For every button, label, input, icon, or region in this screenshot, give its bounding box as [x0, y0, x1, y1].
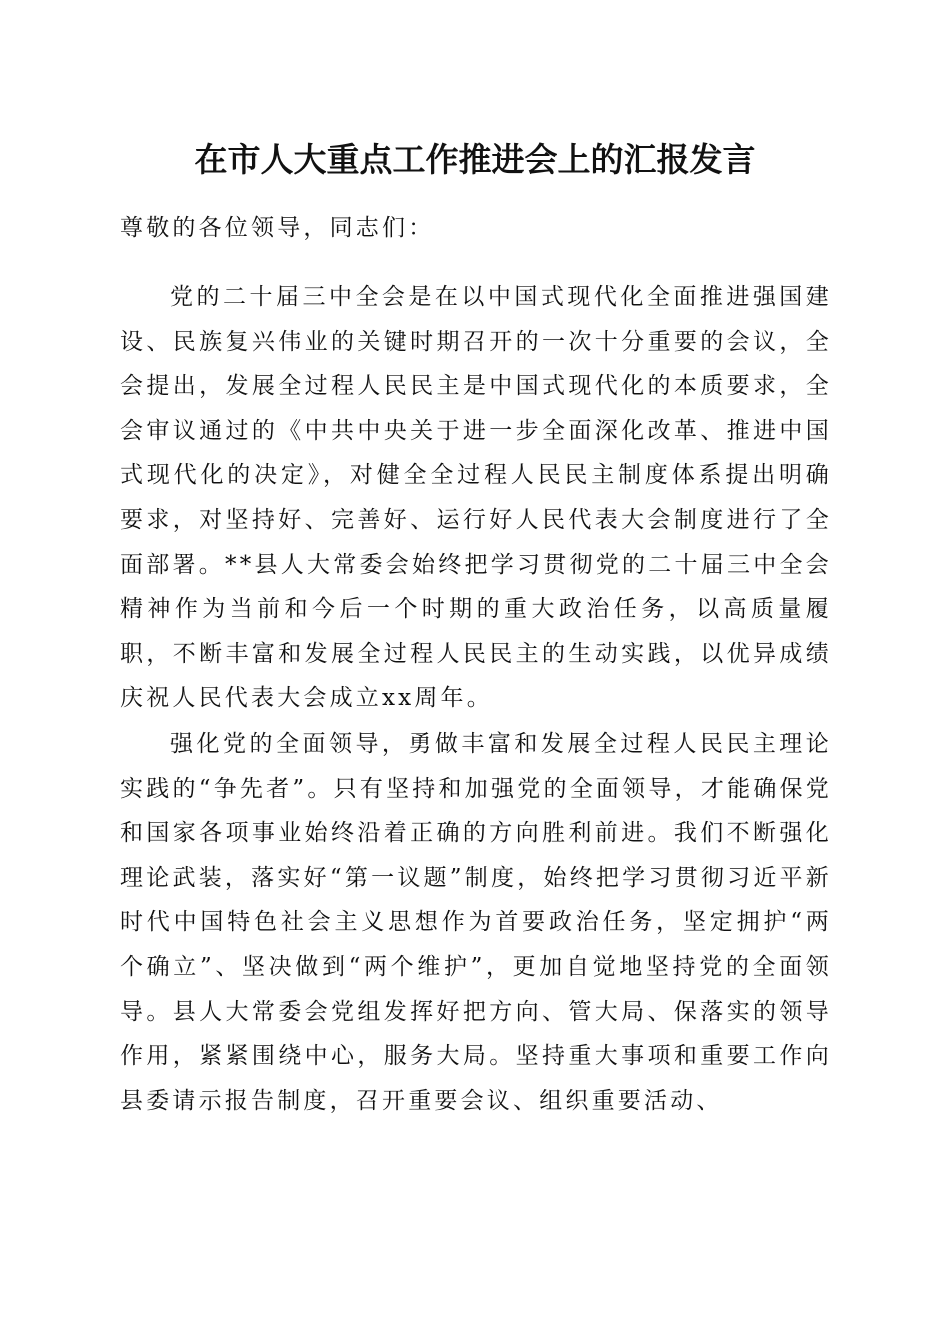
salutation: 尊敬的各位领导，同志们：	[120, 215, 435, 241]
paragraph-1: 党的二十届三中全会是在以中国式现代化全面推进强国建设、民族复兴伟业的关键时期召开的一次十分重要的会议，全会提出，发展全过程人民民主是中国式现代化的本质要求，全会审议通过的《中共中央关于进一步全面深化改革、推进中国式现代化的决定》，对健全全过程人民民主制度体系提出明确要求，对坚持好、完善好、运行好人民代表大会制度进行了全面部署。**县人大常委会始终把学习贯彻党的二十届三中全会精神作为当前和今后一个时期的重大政治任务，以高质量履职，不断丰富和发展全过程人民民主的生动实践，以优异成绩庆祝人民代表大会成立xx周年。	[120, 284, 832, 712]
document-title: 在市人大重点工作推进会上的汇报发言	[194, 140, 756, 179]
paragraph-2: 强化党的全面领导，勇做丰富和发展全过程人民民主理论实践的“争先者”。只有坚持和加强党的全面领导，才能确保党和国家各项事业始终沿着正确的方向胜利前进。我们不断强化理论武装，落实好“第一议题”制度，始终把学习贯彻习近平新时代中国特色社会主义思想作为首要政治任务，坚定拥护“两个确立”、坚决做到“两个维护”，更加自觉地坚持党的全面领导。县人大常委会党组发挥好把方向、管大局、保落实的领导作用，紧紧围绕中心，服务大局。坚持重大事项和重要工作向县委请示报告制度，召开重要会议、组织重要活动、	[120, 731, 832, 1114]
